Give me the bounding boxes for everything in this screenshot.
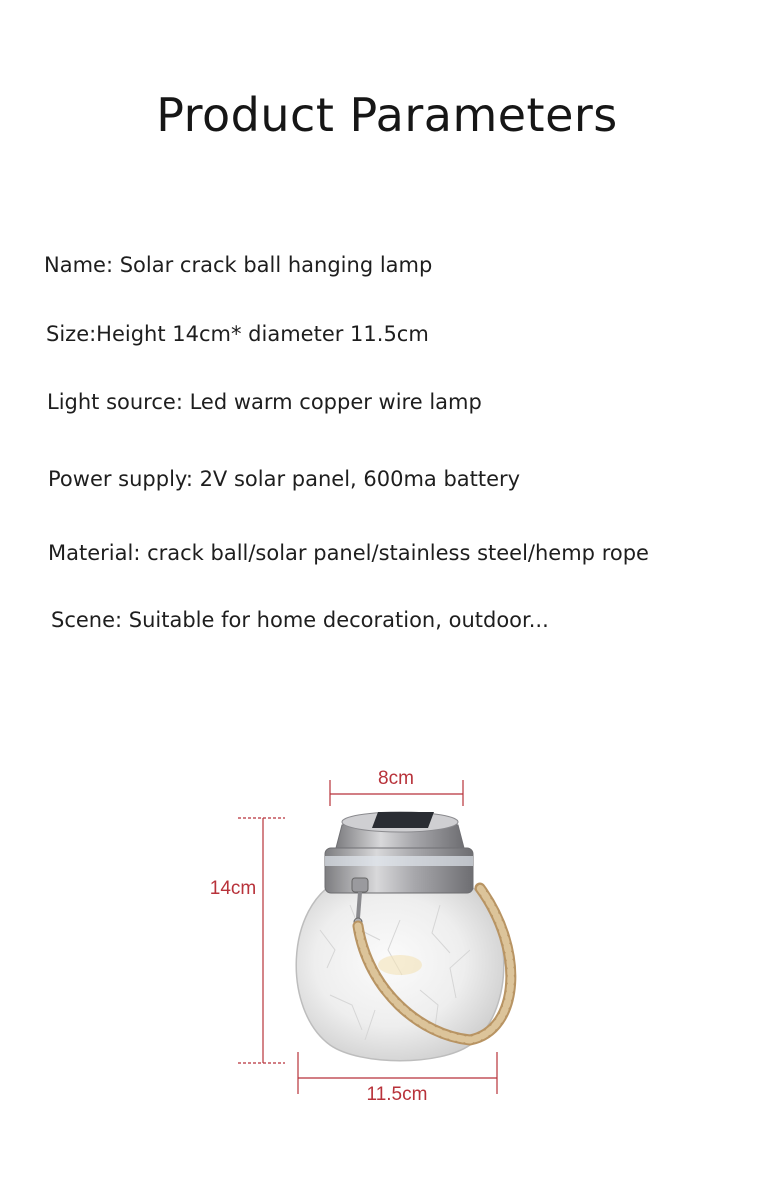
param-material: Material: crack ball/solar panel/stainless steel/hemp rope	[48, 541, 649, 565]
top-width-dimension	[330, 768, 463, 806]
param-power-supply: Power supply: 2V solar panel, 600ma battery	[48, 467, 521, 491]
param-scene: Scene: Suitable for home decoration, outdoor...	[51, 608, 549, 632]
lamp-dimension-figure	[190, 755, 550, 1115]
stainless-steel-lid	[325, 812, 473, 893]
page-title: Product Parameters	[156, 88, 618, 142]
height-label: 14cm	[209, 878, 257, 899]
diameter-label: 11.5cm	[366, 1084, 428, 1105]
height-dimension	[210, 818, 285, 1063]
param-name: Name: Solar crack ball hanging lamp	[44, 253, 433, 277]
top-width-label: 8cm	[378, 768, 414, 789]
param-light-source: Light source: Led warm copper wire lamp	[47, 390, 482, 414]
solar-panel-icon	[372, 812, 434, 828]
crack-glass-ball	[296, 880, 504, 1061]
param-size: Size:Height 14cm* diameter 11.5cm	[46, 322, 429, 346]
